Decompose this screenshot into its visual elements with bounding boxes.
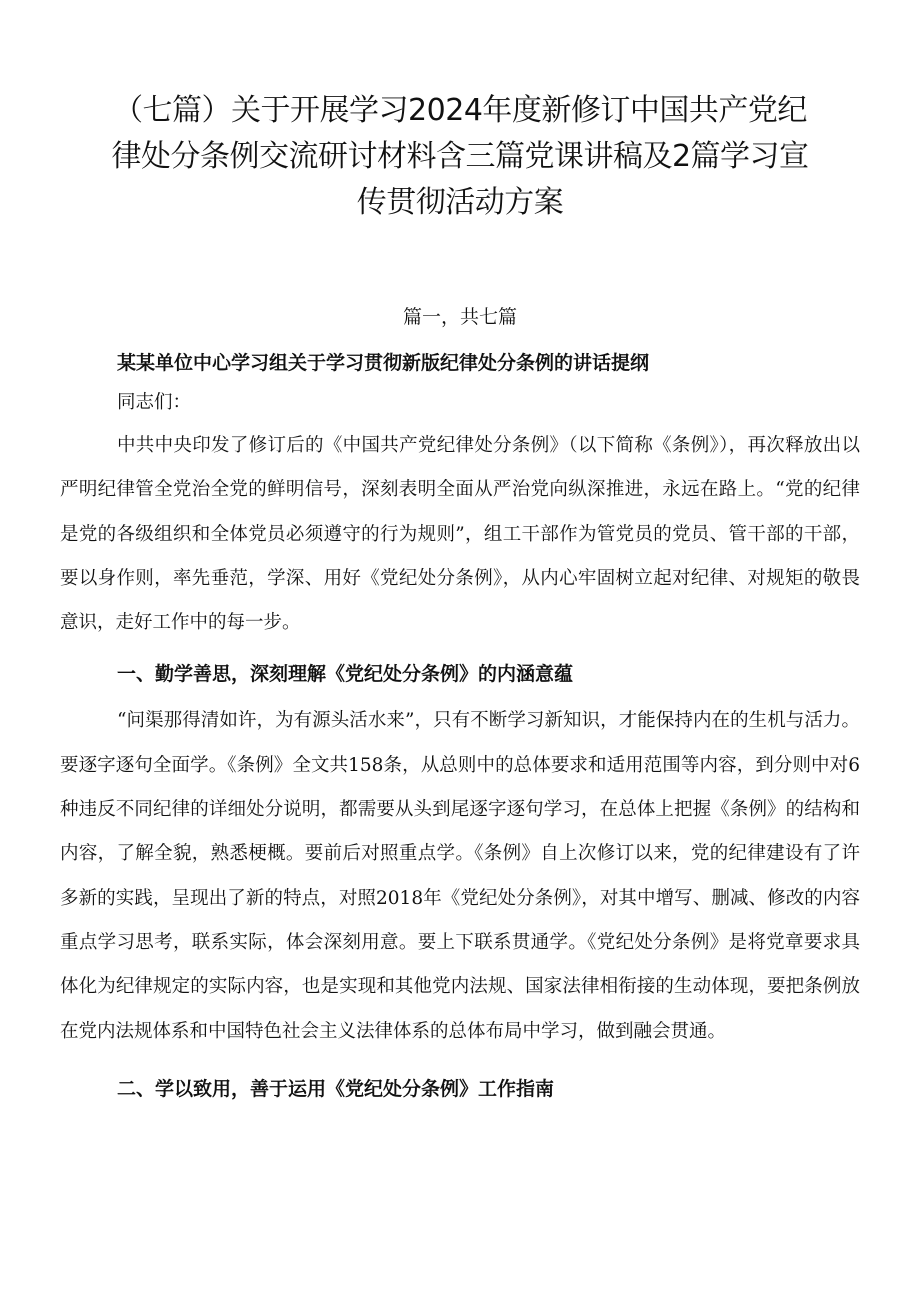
title-line-1: （七篇）关于开展学习2024年度新修订中国共产党纪 [113,93,807,128]
title-line-2: 律处分条例交流研讨材料含三篇党课讲稿及2篇学习宣 [111,139,809,174]
salutation: 同志们： [117,392,192,413]
section-two-heading: 二、学以致用，善于运用《党纪处分条例》工作指南 [117,1077,555,1100]
section-one-heading: 一、勤学善思，深刻理解《党纪处分条例》的内涵意蕴 [117,663,574,686]
intro-paragraph: 中共中央印发了修订后的《中国共产党纪律处分条例》（以下简称《条例》），再次释放出以严明纪律管全党治全党的鲜明信号，深刻表明全面从严治党向纵深推进，永远在路上。“党的纪律是党的各级组织和全体党员必须遵守的行为规则”，组工干部作为管党员的党员、管干部的干部，要以身作则，率先垂范，学深、用好《党纪处分条例》，从内心牢固树立起对纪律、对规矩的敬畏意识，走好工作中的每一步。 [60,435,860,634]
article-subheading: 篇一，共七篇 [402,306,517,328]
speech-title: 某某单位中心学习组关于学习贯彻新版纪律处分条例的讲话提纲 [117,352,650,374]
title-line-3: 传贯彻活动方案 [356,185,564,220]
section-one-paragraph: “问渠那得清如许，为有源头活水来”，只有不断学习新知识，才能保持内在的生机与活力。要逐字逐句全面学。《条例》全文共158条，从总则中的总体要求和适用范围等内容，到分则中对6种违反不同纪律的详细处分说明，都需要从头到尾逐字逐句学习，在总体上把握《条例》的结构和内容，了解全貌，熟悉梗概。要前后对照重点学。《条例》自上次修订以来，党的纪律建设有了许多新的实践，呈现出了新的特点，对照2018年《党纪处分条例》，对其中增写、删减、修改的内容重点学习思考，联系实际，体会深刻用意。要上下联系贯通学。《党纪处分条例》是将党章要求具体化为纪律规定的实际内容，也是实现和其他党内法规、国家法律相衔接的生动体现，要把条例放在党内法规体系和中国特色社会主义法律体系的总体布局中学习，做到融会贯通。 [60,710,860,1042]
document-title [60,88,860,226]
